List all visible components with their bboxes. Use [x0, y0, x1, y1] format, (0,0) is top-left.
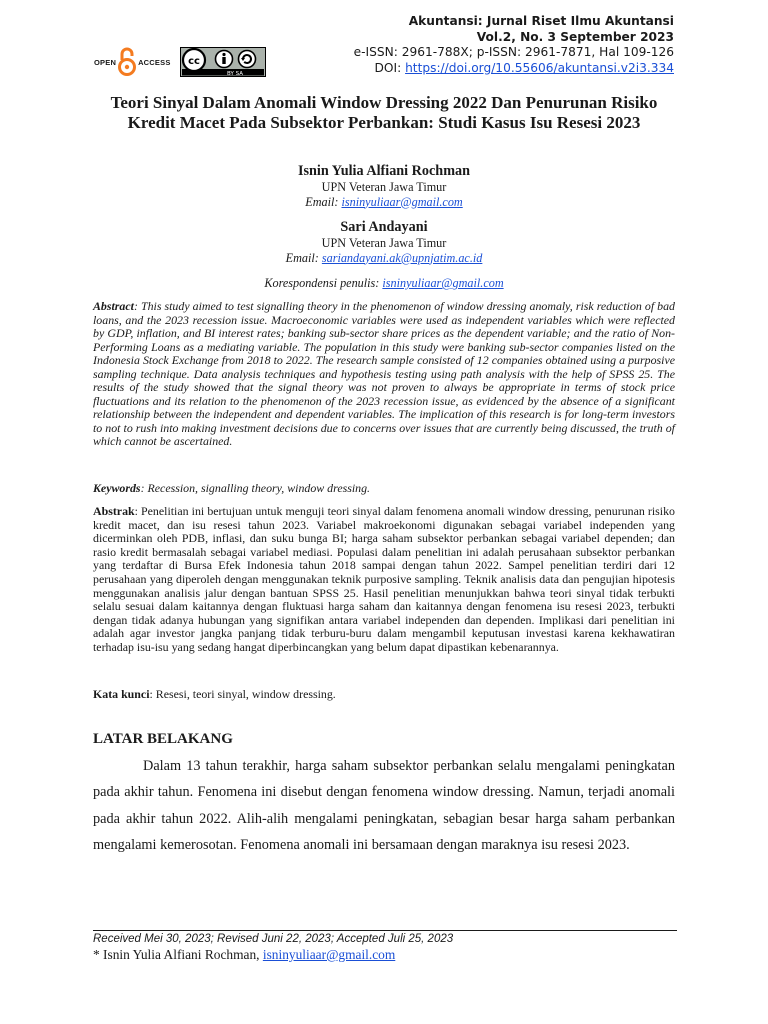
abstract-text: : This study aimed to test signalling theory in the phenomenon of window dressing anomaly, risk reduction of bad loans, and the 2023 recession issue. Macroeconomic variables were used as independent variables which were reflected by GDP, inflation, and BI interest rates; banking sub-sector share prices as the dependent variable; and the ratio of Non-Performing Loans as a mediating variable. The population in this study were banking sub-sector companies listed on the Indonesia Stock Exchange from 2018 to 2022. The research sample consisted of 12 companies obtained using a purposive sampling technique. Data analysis techniques and hypothesis testing using path analysis with the help of SPSS 25. The results of the study showed that the signal theory was not proven to always be appropriate in terms of stock price fluctuations and its relation to the phenomenon of the 2023 recession issue, as evidenced by the absence of a significant relationship between the independent and dependent variables. The implication of this research is for long-term investors to not to rush into making investment decisions due to concerns over issues that are currently being discussed, the truth of which cannot be ascertained.: [93, 299, 675, 448]
author-affiliation: UPN Veteran Jawa Timur: [321, 180, 447, 194]
doi-link[interactable]: https://doi.org/10.55606/akuntansi.v2i3.334: [405, 60, 674, 75]
footnote-divider: [93, 930, 677, 931]
paper-title: Teori Sinyal Dalam Anomali Window Dressing 2022 Dan Penurunan Risiko Kredit Macet Pada Subsektor Perbankan: Studi Kasus Isu Resesi 2023: [110, 93, 658, 132]
kata-kunci-text: : Resesi, teori sinyal, window dressing.: [149, 687, 336, 701]
author-email-link[interactable]: isninyuliaar@gmail.com: [341, 194, 463, 209]
footnote-author: [93, 947, 395, 963]
svg-text:cc: cc: [188, 56, 200, 67]
email-label: Email:: [305, 194, 342, 209]
footnote-author-prefix: * Isnin Yulia Alfiani Rochman,: [93, 947, 263, 962]
author-email-line: [92, 251, 676, 266]
keywords-text: : Recession, signalling theory, window dressing.: [140, 481, 371, 495]
cc-text: BY SA: [227, 71, 243, 77]
body-paragraph: Dalam 13 tahun terakhir, harga saham subsektor perbankan selalu mengalami peningkatan pada akhir tahun. Fenomena ini disebut dengan fenomena window dressing. Namun, terjadi anomali pada akhir tahun 2022. Alih-alih mengalami peningkatan, sebagian besar harga saham perbankan mengalami kemerosotan. Fenomena anomali ini bersamaan dengan maraknya isu resesi 2023.: [93, 758, 675, 854]
open-lock-icon: [118, 47, 136, 77]
author-email-link[interactable]: sariandayani.ak@upnjatim.ac.id: [321, 250, 483, 265]
author-name: Sari Andayani: [340, 219, 428, 235]
author-2: [92, 219, 676, 265]
correspondence-line: [92, 276, 676, 291]
open-access-left-text: OPEN: [94, 57, 117, 67]
author-name: Isnin Yulia Alfiani Rochman: [297, 163, 470, 179]
cc-by-sa-icon: [180, 47, 266, 77]
abstrak-label: Abstrak: [93, 504, 135, 518]
abstract-english: [93, 300, 675, 449]
kata-kunci-label: Kata kunci: [93, 687, 150, 701]
footnote-email-link[interactable]: isninyuliaar@gmail.com: [262, 947, 396, 962]
keywords-label: Keywords: [93, 481, 141, 495]
abstract-label: Abstract: [93, 299, 134, 313]
email-label: Email:: [285, 250, 322, 265]
author-email-line: [92, 195, 676, 210]
doi-label: DOI:: [374, 60, 406, 75]
keywords-indonesian: [93, 687, 675, 702]
open-access-logo: [94, 46, 171, 78]
keywords-english: [93, 481, 675, 496]
author-1: [92, 163, 676, 209]
journal-header: [354, 14, 674, 76]
abstract-indonesian: [93, 505, 675, 655]
open-access-right-text: ACCESS: [138, 57, 171, 67]
journal-doi: [354, 61, 674, 77]
journal-issn: e-ISSN: 2961-788X; p-ISSN: 2961-7871, Hal 109-126: [353, 45, 674, 60]
abstrak-text: : Penelitian ini bertujuan untuk menguji teori sinyal dalam fenomena anomali window dressing, penurunan risiko kredit macet, dan isu resesi tahun 2023. Variabel makroekonomi digunakan sebagai variabel independen yang dicerminkan oleh PDB, inflasi, dan suku bunga BI; harga saham subsektor perbankan sebagai variabel dependen; dan rasio kredit bermasalah sebagai variabel mediasi. Populasi dalam penelitian ini adalah perusahaan subsektor perbankan yang terdaftar di Bursa Efek Indonesia tahun 2018 sampai dengan tahun 2022. Sampel penelitian terdiri dari 12 perusahaan yang diperoleh dengan menggunakan teknik purposive sampling. Teknik analisis data dan pengujian hipotesis menggunakan analisis jalur dengan bantuan SPSS 25. Hasil penelitian menunjukkan bahwa teori sinyal tidak terbukti selalu sesuai dalam kaitannya dengan fluktuasi harga saham dan kaitannya dengan fenomena isu resesi 2023, terbukti dengan tidak adanya hubungan yang signifikan antara variabel independen dan dependen. Implikasi dari penelitian ini adalah agar investor jangka panjang tidak terburu-buru dalam mengambil keputusan investasi karena kekhawatiran terhadap isu-isu yang sedang hangat diperbincangkan yang belum dapat dipastikan kebenarannya.: [93, 504, 675, 654]
journal-name: Akuntansi: Jurnal Riset Ilmu Akuntansi: [408, 14, 674, 28]
footnote-dates: Received Mei 30, 2023; Revised Juni 22, 2023; Accepted Juli 25, 2023: [93, 933, 454, 945]
journal-volume: Vol.2, No. 3 September 2023: [476, 29, 674, 44]
correspondence-email-link[interactable]: isninyuliaar@gmail.com: [382, 276, 504, 290]
section-heading: LATAR BELAKANG: [93, 731, 233, 747]
author-affiliation: UPN Veteran Jawa Timur: [321, 236, 447, 250]
correspondence-label: Korespondensi penulis:: [264, 276, 383, 290]
